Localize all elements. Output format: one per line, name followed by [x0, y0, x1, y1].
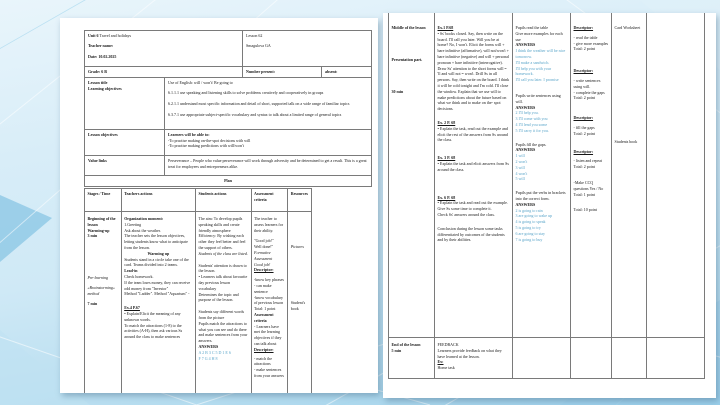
text-line: ANSWERS — [198, 343, 219, 349]
text-line: - make sentences from your answers — [254, 367, 284, 378]
text-line: 1.Greeting — [124, 221, 142, 227]
text-line: • Learners talk about favourite day previous lesson vocabulary — [198, 274, 248, 291]
text-line: Total: 1 point — [254, 306, 276, 312]
assessment-cell — [252, 212, 289, 393]
text-line: Ask about the weather. — [124, 227, 161, 233]
text-line: 3 I'll come with you — [515, 116, 548, 122]
text-line — [438, 112, 510, 120]
text-line — [516, 182, 568, 190]
text-line — [438, 218, 510, 226]
text-line: Ex.1 P.68 — [437, 25, 454, 30]
text-line — [438, 143, 510, 155]
text-line: • Ss' books closed. Say, then write on the board. I'll call you later. Will you be at home? No, I won't. Elicit the forms will + bare infinitive (affirmative), will not/won't + bare infinitive (negative) and will + personal pronoun + bare infinitive (interrogative). Draw Ss' attention to the short forms will = 'll and will not = won't. Drill Ss in all persons. Say, then write on the board. I think it will be cold tonight and I'm cold. I'll close the window. Explain that we use will to make predictions about the future based on what we think and to make on the- spot decisions. — [437, 30, 510, 112]
info-row-grade — [85, 66, 371, 77]
text-line: Total: 2 point — [573, 164, 595, 170]
text-line: Pupils write sentences using will. — [515, 92, 561, 104]
middle-lesson-row — [389, 13, 704, 337]
text-line: Organization moment: — [124, 216, 164, 221]
text-line: Lead-in — [124, 268, 138, 274]
text-line: Descriptor: — [254, 267, 274, 273]
text-line: 7 min — [87, 300, 98, 306]
text-line: FEEDBACK — [437, 342, 459, 347]
text-line: Total: 2 point — [573, 95, 595, 101]
text-line: -know vocabulary of previous lesson — [254, 294, 284, 306]
text-line: Total: 2 point — [573, 130, 595, 136]
text-line: Pupils put the verbs in brackets into the correct form. — [515, 190, 566, 201]
lesson-objectives-label: Lesson objectives — [85, 130, 165, 155]
learning-objectives-label: Learning objectives — [88, 85, 122, 91]
text-line: Warming-up — [87, 227, 110, 233]
text-line: • Explain/Elicit the meaning of any unknown words. — [124, 310, 181, 322]
text-line: Good job! — [254, 261, 271, 267]
text-line: Pictures — [290, 244, 304, 249]
text-line: «Brainstorming» method — [87, 284, 115, 296]
page-1[interactable] — [60, 18, 378, 393]
header-teachers-actions: Teachers actions — [122, 189, 196, 211]
text-line: Determines the topic and purpose of the lesson. — [198, 291, 239, 303]
text-line — [516, 83, 568, 93]
text-line: Total: 10 point — [573, 207, 597, 213]
resources-cell — [612, 13, 647, 337]
teacher-name-value: Smagulova GA — [246, 43, 271, 49]
date-value: Date: 10.02.2025 — [88, 53, 117, 59]
text-line: Pupils read the table — [515, 25, 549, 30]
text-line — [124, 297, 192, 305]
text-line: Method "Ladder". Method "Aquarium" - — [124, 291, 190, 297]
text-line: ANSWERS — [515, 42, 536, 48]
absent-cell: absent: — [325, 68, 338, 74]
lesson-info-table — [84, 30, 372, 187]
stage-time-cell — [389, 13, 435, 337]
title-objectives-label-cell — [85, 78, 165, 129]
text-line: Students stand in a circle take one of the card. Teams divided into 2 teams. — [124, 256, 189, 268]
text-line: - listen and repeat — [573, 158, 603, 164]
teacher-actions-cell — [122, 212, 196, 393]
text-line: Student's book — [290, 299, 306, 311]
header-assessment-criteria: Assessment criteria — [252, 189, 289, 211]
text-line: Give more examples for each use — [515, 30, 563, 42]
text-line: Total: 2 point — [573, 46, 595, 52]
value-links-content: Perseverance – People who value perseverance will work through adversity and be determined to get a result. This is a great treat for employees and entrepreneurs alike. — [168, 157, 367, 169]
text-line: 5 I'll carry it for you. — [515, 127, 549, 133]
page-2[interactable] — [383, 13, 716, 398]
text-line: End of the lesson — [391, 342, 421, 347]
text-line: 2 I'll help you. — [515, 110, 539, 116]
lesson-title-label: Lesson title — [88, 79, 108, 85]
text-line: 4 is going to speak — [515, 219, 546, 225]
text-line: A 2 B 3 C 5 D 1 E 6 — [198, 349, 231, 355]
plan-table-page2 — [388, 13, 705, 379]
text-line: Card Worksheet — [614, 25, 641, 30]
text-line: - fill the gaps — [573, 124, 595, 130]
text-line: Assessment criteria — [254, 311, 274, 323]
text-line: 2 won't — [515, 158, 528, 164]
info-row-value-links — [85, 155, 371, 175]
text-line: Total: 1 point — [573, 191, 595, 197]
text-line: 5 will — [515, 176, 525, 182]
plan-header-row — [85, 189, 311, 211]
text-line: -Make CCQ questions Yes / No — [573, 179, 604, 191]
text-line: Descriptor: — [573, 115, 594, 121]
text-line: Learners will be able to: — [168, 131, 210, 137]
value-links-label: Value links — [85, 156, 165, 175]
resources-cell — [288, 212, 311, 393]
text-line: Learners provide feedback on what they have learned at the lesson. — [437, 347, 502, 359]
end-lesson-row — [389, 337, 704, 378]
text-line — [574, 101, 609, 115]
text-line: • Explain the task, read out the example and elicit the rest of the answers from Ss around the class. — [437, 125, 508, 143]
text-line: 30 min — [391, 88, 404, 94]
teacher-name-label: Teacher name: — [88, 43, 114, 49]
text-line: Efficiency: By wishing each other they feel better and feel the support of others. — [198, 233, 246, 250]
unit-line — [88, 33, 239, 39]
plan-table-page1 — [84, 188, 312, 393]
text-line — [574, 197, 609, 207]
text-line: Warming up — [147, 250, 170, 256]
text-line: Ex. 6 P. 68 — [437, 194, 456, 200]
text-line: 3 will — [515, 164, 525, 170]
text-line: 3 are going to wake up — [515, 213, 553, 219]
text-line: Students say different words from the picture — [198, 309, 245, 320]
text-line: I'll make a sandwich. — [515, 59, 550, 65]
text-line: Pupils match the attractions to what you can see and do there and make sentences from your answers. — [198, 320, 248, 344]
text-line: Ex.4 P.67 — [124, 305, 140, 311]
lesson-objectives-content — [165, 130, 371, 155]
text-line — [438, 173, 510, 195]
number-present-cell: Number present: — [243, 67, 322, 77]
text-line — [516, 134, 568, 142]
assessment-cell — [571, 13, 612, 337]
text-line — [88, 239, 119, 275]
text-line: I'll help you with your homework. — [515, 65, 552, 77]
text-line: 5 is going to try — [515, 224, 541, 230]
text-line: Check Ss' answers around the class. — [437, 211, 495, 217]
empty-cell — [647, 13, 704, 337]
text-line: Middle of the lesson — [391, 25, 426, 30]
text-line: -know key phrases — [254, 277, 284, 283]
text-line: "Good job!" — [254, 238, 274, 244]
text-line: Descriptor: — [573, 68, 594, 74]
text-line: 6.2.1.1 understand most specific information and detail of short, supported talk on a wide range of familiar topics — [168, 100, 350, 106]
lesson-number-cell — [243, 31, 371, 66]
text-line: 7 is going to buy — [515, 236, 543, 242]
text-line: 4 I'll lend you some — [515, 121, 548, 127]
text-line: Ex. 3 P. 68 — [437, 155, 456, 161]
plan-heading: Plan — [224, 177, 232, 183]
text-line: Students of the class are listed. — [198, 250, 248, 256]
text-line: -To practise making on-the-spot decisions with will — [168, 137, 251, 143]
text-line: Descriptor: — [573, 148, 594, 154]
text-line: Home task — [437, 365, 455, 371]
text-line: Ex. 2 P. 68 — [437, 119, 456, 125]
text-line: - Learners have met the learning objectives if they can talk about — [254, 323, 282, 346]
text-line: - complete the gaps — [573, 89, 605, 95]
text-line: -To practise making predictions with will/won't — [168, 143, 244, 149]
plan-body-row — [85, 211, 311, 393]
text-line: 4 won't — [515, 170, 528, 176]
text-line — [574, 170, 609, 180]
text-line: ANSWERS — [515, 201, 536, 207]
text-line: - read the table — [573, 34, 598, 40]
text-line: • Explain the task and read out the example. — [437, 200, 508, 206]
grade-cell: Grade: 6 B — [85, 67, 243, 77]
text-line: Descriptor: — [573, 25, 594, 30]
lesson-number: Lesson 62 — [246, 33, 263, 38]
empty-cell — [647, 338, 704, 378]
resources-cell — [612, 338, 647, 378]
unit-label: Unit 6 — [88, 33, 99, 38]
header-students-actions: Students actions — [196, 189, 252, 211]
lesson-title-value: Use of English: will / won't/ Be going to — [168, 79, 233, 85]
text-line: Ex: — [437, 359, 444, 365]
title-objectives-content-cell — [165, 78, 371, 129]
text-line: ANSWERS — [515, 104, 536, 110]
text-line: The teacher to assess learners for their ability. — [254, 216, 284, 233]
text-line: Pupils fill the gaps. — [515, 141, 547, 147]
text-line — [574, 137, 609, 149]
text-line: Students' attention is drawn to the lesson. — [198, 262, 247, 274]
student-actions-cell — [513, 13, 571, 337]
unit-cell — [85, 31, 243, 66]
text-line: - give more examples — [573, 40, 609, 46]
text-line: The aim: To develop pupils speaking skills and create friendly atmosphere — [198, 216, 243, 233]
info-row-unit — [85, 31, 371, 66]
info-row-plan — [85, 175, 371, 186]
text-line — [392, 63, 432, 89]
text-line: 6 are going to stay — [515, 230, 546, 236]
text-line: Pre-learning — [87, 275, 109, 281]
teacher-actions-cell — [435, 13, 513, 337]
learning-objectives-list — [168, 90, 368, 117]
text-line: 5 min — [391, 347, 402, 353]
text-line — [574, 52, 609, 68]
text-line: 6.1.1.1 use speaking and listening skills to solve problems creatively and cooperatively in groups — [168, 90, 324, 96]
student-actions-cell — [513, 338, 571, 378]
text-line: To match the attractions (1-8) to the activities (A-H), then ask various Ss around the class to make sentences — [124, 322, 183, 340]
text-line: - write sentences using will. — [573, 77, 601, 89]
text-line: I think the weather will be nice tomorrow. — [515, 48, 566, 59]
text-line: Students book — [614, 138, 638, 144]
text-line: 1 will — [515, 153, 525, 159]
unit-topic: Travel and holidays — [98, 33, 132, 38]
header-stages-time: Stages / Time — [85, 189, 122, 211]
text-line: Check homework. — [124, 273, 154, 279]
text-line — [392, 31, 432, 57]
text-line: The teacher sets the lesson objectives, letting students know what to anticipate from the lesson. — [124, 233, 188, 250]
text-line: Beginning of the lesson — [87, 216, 116, 227]
text-line: ANSWERS — [515, 147, 536, 153]
text-line: I'll call you later. I promise — [515, 77, 559, 83]
text-line: Formative Assessment — [254, 249, 273, 261]
header-resources: Resources — [290, 191, 308, 196]
text-line: Descriptor: — [254, 346, 274, 352]
stage-time-cell — [85, 212, 122, 393]
text-line: Well done!" — [254, 244, 274, 250]
text-line: - can make sentence — [254, 282, 272, 294]
text-line: • Explain the task and elicit answers from Ss around the class. — [437, 160, 509, 172]
info-row-lesson-objectives — [85, 129, 371, 155]
text-line: - match the attractions — [254, 355, 272, 367]
info-row-title-objectives — [85, 77, 371, 129]
text-line: 3 min — [87, 233, 98, 239]
text-line: Conclusion during the lesson some tasks differentiated by outcomes of the students and by their abilities. — [437, 225, 505, 243]
teacher-actions-cell — [435, 338, 513, 378]
text-line: Give Ss some time to complete it. — [437, 206, 492, 212]
text-line: F 7 G 4 H 8 — [198, 355, 218, 361]
stage-time-cell — [389, 338, 435, 378]
text-line: Presentation part. — [391, 56, 423, 62]
text-line: 2 is going to rain — [515, 207, 543, 213]
assessment-cell — [571, 338, 612, 378]
text-line: If the team loses money, they can receive odd money from "Investor" — [124, 279, 191, 291]
text-line: 6.3.7.1 use appropriate subject-specific vocabulary and syntax to talk about a limited range of general topics — [168, 111, 342, 117]
student-actions-cell — [196, 212, 252, 393]
